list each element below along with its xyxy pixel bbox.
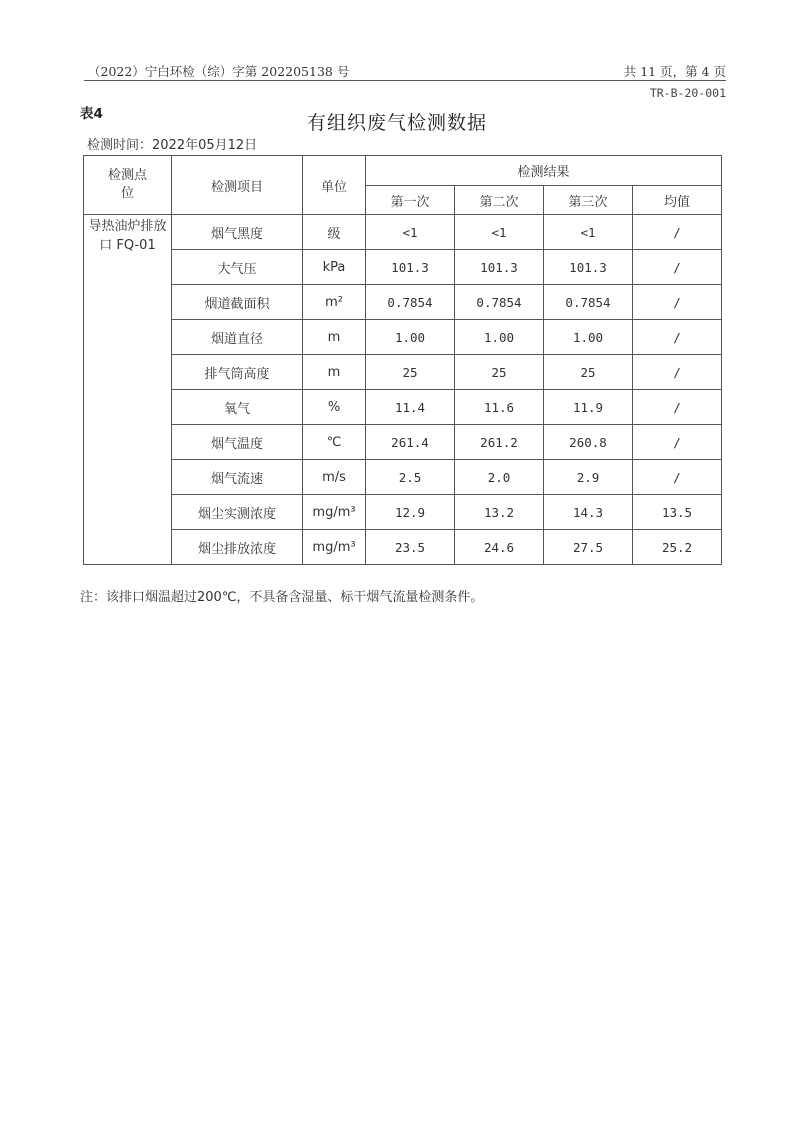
value-average: / [633,425,722,460]
exhaust-gas-table [83,155,722,565]
value-average: / [633,250,722,285]
table-note: 注：该排口烟温超过200℃，不具备含湿量、标干烟气流量检测条件。 [80,590,484,605]
value-second: 11.6 [455,390,544,425]
value-average: / [633,355,722,390]
value-second: 0.7854 [455,285,544,320]
unit-cell: ℃ [303,425,366,460]
page-title: 有组织废气检测数据 [306,112,487,134]
table-row [84,320,722,355]
value-second: 101.3 [455,250,544,285]
value-third: 1.00 [544,320,633,355]
value-third: 0.7854 [544,285,633,320]
header-location: 检测点位 [84,156,172,215]
report-number: （2022）宁白环检（综）字第 202205138 号 [88,64,350,79]
header-item: 检测项目 [172,156,303,215]
unit-cell: m [303,355,366,390]
unit-cell: kPa [303,250,366,285]
page-info: 共 11 页，第 4 页 [623,64,726,79]
table-row [84,250,722,285]
value-first: 1.00 [366,320,455,355]
item-cell: 烟气温度 [172,425,303,460]
item-cell: 排气筒高度 [172,355,303,390]
unit-cell: % [303,390,366,425]
value-third: 2.9 [544,460,633,495]
value-second: <1 [455,215,544,250]
header-third: 第三次 [544,186,633,215]
value-third: 14.3 [544,495,633,530]
value-second: 261.2 [455,425,544,460]
document-code: TR-B-20-001 [649,86,726,100]
table-row [84,285,722,320]
value-first: 101.3 [366,250,455,285]
item-cell: 烟气流速 [172,460,303,495]
header-divider [84,80,726,81]
value-average: / [633,215,722,250]
unit-cell: m² [303,285,366,320]
unit-cell: m [303,320,366,355]
unit-cell: 级 [303,215,366,250]
value-second: 2.0 [455,460,544,495]
value-second: 13.2 [455,495,544,530]
item-cell: 大气压 [172,250,303,285]
item-cell: 烟道直径 [172,320,303,355]
value-average: 13.5 [633,495,722,530]
value-second: 1.00 [455,320,544,355]
item-cell: 烟道截面积 [172,285,303,320]
header-first: 第一次 [366,186,455,215]
value-first: 12.9 [366,495,455,530]
header-second: 第二次 [455,186,544,215]
unit-cell: mg/m³ [303,495,366,530]
table-header-row [84,156,722,186]
location-cell: 导热油炉排放口 FQ-01 [84,215,172,565]
value-third: 260.8 [544,425,633,460]
value-first: 261.4 [366,425,455,460]
unit-cell: m/s [303,460,366,495]
header-unit: 单位 [303,156,366,215]
value-third: 25 [544,355,633,390]
test-time: 检测时间：2022年05月12日 [87,138,258,153]
value-first: <1 [366,215,455,250]
table-row [84,215,722,250]
table-row [84,390,722,425]
value-third: <1 [544,215,633,250]
table-row [84,530,722,565]
table-label: 表4 [80,106,103,122]
item-cell: 烟气黑度 [172,215,303,250]
value-first: 11.4 [366,390,455,425]
value-third: 101.3 [544,250,633,285]
value-first: 0.7854 [366,285,455,320]
value-second: 24.6 [455,530,544,565]
value-average: / [633,285,722,320]
table-row [84,460,722,495]
value-first: 2.5 [366,460,455,495]
value-first: 25 [366,355,455,390]
value-first: 23.5 [366,530,455,565]
table-row [84,495,722,530]
value-average: / [633,460,722,495]
item-cell: 氧气 [172,390,303,425]
item-cell: 烟尘排放浓度 [172,530,303,565]
item-cell: 烟尘实测浓度 [172,495,303,530]
header-average: 均值 [633,186,722,215]
value-third: 11.9 [544,390,633,425]
value-second: 25 [455,355,544,390]
value-average: 25.2 [633,530,722,565]
value-average: / [633,390,722,425]
table-row [84,425,722,460]
value-third: 27.5 [544,530,633,565]
table-row [84,355,722,390]
unit-cell: mg/m³ [303,530,366,565]
value-average: / [633,320,722,355]
header-results: 检测结果 [366,156,722,186]
